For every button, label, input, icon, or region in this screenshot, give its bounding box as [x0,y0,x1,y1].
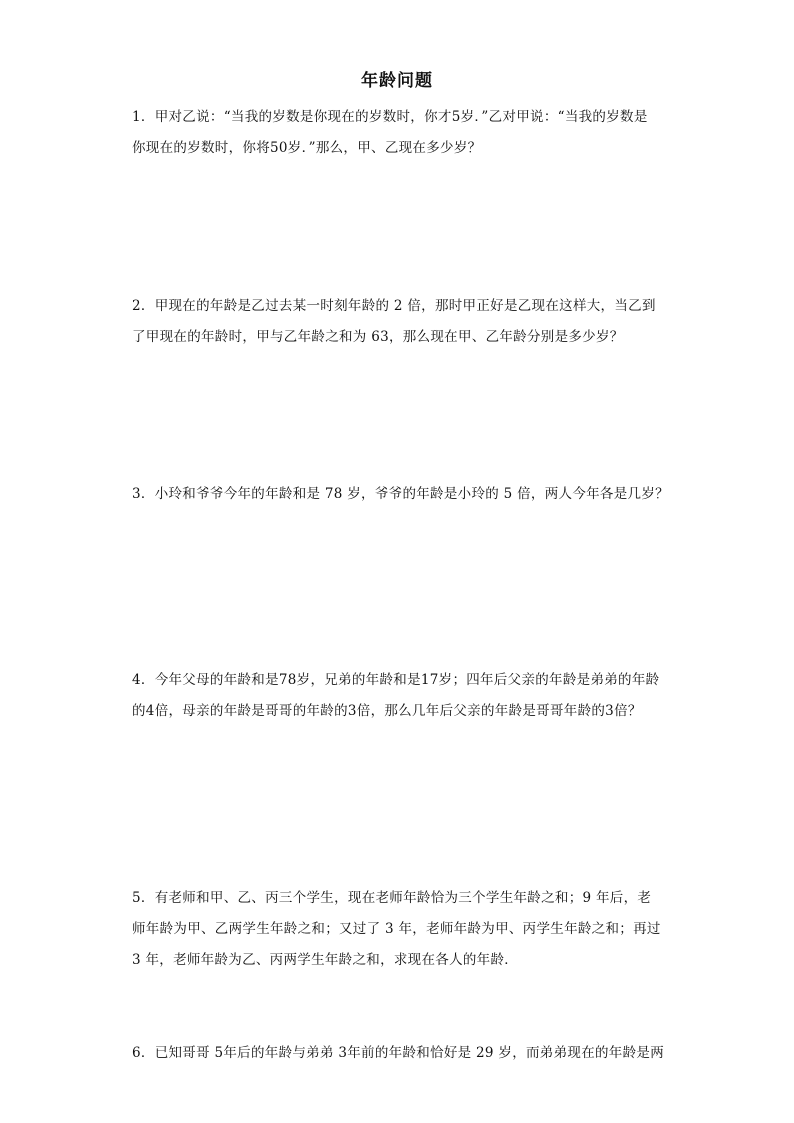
question-5-line-2: 师年龄为甲、乙两学生年龄之和；又过了 3 年，老师年龄为甲、丙学生年龄之和；再过 [132,921,661,937]
question-2-line-1: 2．甲现在的年龄是乙过去某一时刻年龄的 2 倍，那时甲正好是乙现在这样大，当乙到 [132,298,656,314]
question-1 [132,102,664,164]
question-3-line-1: 3．小玲和爷爷今年的年龄和是 78 岁，爷爷的年龄是小玲的 5 倍，两人今年各是几岁？ [132,486,669,502]
question-1-line-1: 1．甲对乙说：“当我的岁数是你现在的岁数时，你才5岁．”乙对甲说：“当我的岁数是 [132,109,648,125]
question-1-line-2: 你现在的岁数时，你将50岁．”那么，甲、乙现在多少岁？ [132,140,482,156]
question-4-line-2: 的4倍，母亲的年龄是哥哥的年龄的3倍，那么几年后父亲的年龄是哥哥年龄的3倍？ [132,703,642,719]
question-3 [132,479,669,510]
question-4 [132,665,664,727]
question-6 [132,1038,664,1069]
question-5-line-3: 3 年，老师年龄为乙、丙两学生年龄之和，求现在各人的年龄． [132,952,519,968]
question-6-line-1: 6．已知哥哥 5年后的年龄与弟弟 3年前的年龄和恰好是 29 岁，而弟弟现在的年龄是两 [132,1045,665,1061]
question-5-line-1: 5．有老师和甲、乙、丙三个学生，现在老师年龄恰为三个学生年龄之和；9 年后，老 [132,890,652,906]
question-5 [132,883,664,976]
question-2 [132,291,664,353]
question-2-line-2: 了甲现在的年龄时，甲与乙年龄之和为 63，那么现在甲、乙年龄分别是多少岁？ [132,329,624,345]
page-title: 年龄问题 [361,71,433,91]
question-4-line-1: 4．今年父母的年龄和是78岁，兄弟的年龄和是17岁；四年后父亲的年龄是弟弟的年龄 [132,672,660,688]
